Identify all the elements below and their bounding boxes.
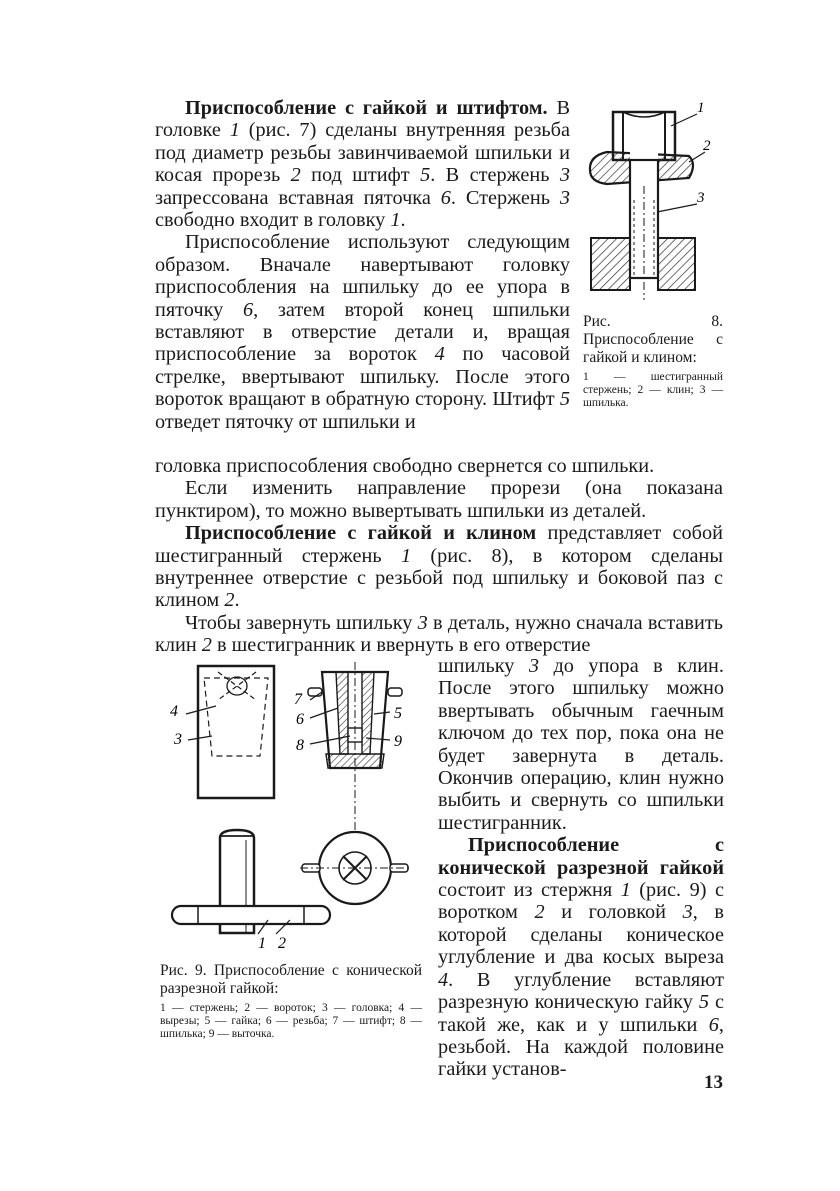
italic-ref: 3 [417, 611, 428, 634]
fig8-label-2: 2 [703, 138, 711, 154]
part-hatch-right [658, 238, 695, 290]
italic-ref: 6 [440, 186, 451, 209]
paragraph-conical-nut: Приспособление с конической разрезной гайкой состоит из стержня 1 (рис. 9) с воротком 2 и головкой 3, в которой сделаны коническое углубление и два косых выреза 4. В углубление вставляют разрезную коническую гайку 5 с такой же, как и у шпильки 6, резьбой. На каждой половине гайки установ- [438, 834, 724, 1081]
figure-9-caption-title: Рис. 9. Приспособление с конической разрезной гайкой: [160, 962, 422, 997]
italic-ref: 1 [229, 119, 240, 142]
fig9-label-6: 6 [296, 711, 304, 728]
italic-ref: 3 [559, 186, 570, 209]
part-hatch-left [591, 238, 630, 290]
text-column-right [438, 655, 724, 1081]
italic-ref: 6 [242, 298, 254, 321]
italic-ref: 3 [682, 901, 693, 924]
figure-8-caption-title: Рис. 8. Приспособление с гайкой и клином: [583, 313, 723, 366]
italic-ref: 3 [559, 164, 570, 187]
fig8-label-3: 3 [697, 190, 705, 206]
paragraph-screw-stud-cont: шпильку 3 до упора в клин. После этого шпильку можно ввертывать обычным гаечным ключом до тех пор, пока она не будет завернута в деталь. Окончив операцию, клин нужно выбить и свернуть со шпильки шестигранник. [438, 655, 724, 834]
italic-ref: 6 [708, 1013, 719, 1036]
paragraph-usage-end: головка приспособления свободно свернется со шпильки. [155, 455, 655, 477]
paragraph-usage: Приспособление используют следующим образом. Вначале навертывают головку приспособления на шпильку до ее упора в пяточку 6, затем второй конец шпильки вставляют в отверстие детали и, вращая приспособление за вороток 4 по часовой стрелке, ввертывают шпильку. После этого вороток вращают в обратную сторону. Штифт 5 отведет пяточку от шпильки и [155, 231, 571, 433]
figure-8-caption [583, 313, 723, 410]
fig9-label-4: 4 [170, 703, 178, 720]
bold-run: Приспособление с гайкой и штифтом. [185, 97, 548, 119]
paragraph-screw-stud: Чтобы завернуть шпильку 3 в деталь, нужно сначала вставить клин 2 в шестигранник и ввернуть в его отверстие [155, 611, 723, 657]
fig9-label-8: 8 [296, 737, 304, 754]
italic-ref: 5 [698, 991, 709, 1014]
paragraph-reverse-slot: Если изменить направление прорези (она показана пунктиром), то можно вывертывать шпильки из деталей. [155, 477, 723, 522]
page-number: 13 [704, 1072, 723, 1093]
handle-shape [172, 906, 330, 924]
bold-run: Приспособление с конической разрезной гайкой [438, 834, 724, 879]
italic-ref: 5 [559, 388, 570, 411]
fig9-label-2: 2 [278, 935, 286, 952]
text-column-top [155, 97, 570, 433]
figure-9-drawing [160, 658, 430, 958]
italic-ref: 2 [224, 589, 235, 612]
italic-ref: 4 [438, 968, 449, 991]
bold-run: Приспособление с гайкой и клином [185, 522, 537, 545]
fig9-label-7: 7 [294, 691, 302, 708]
fig9-label-5: 5 [394, 705, 402, 722]
italic-ref: 2 [201, 634, 212, 657]
italic-ref: 1 [400, 544, 412, 567]
italic-ref: 2 [290, 164, 301, 187]
fig8-label-1: 1 [697, 100, 705, 116]
figure-8-drawing [585, 100, 715, 305]
italic-ref: 2 [534, 901, 545, 924]
figure-9-caption [160, 962, 422, 1041]
fig9-label-3: 3 [174, 731, 182, 748]
figure-9-caption-legend: 1 — стержень; 2 — вороток; 3 — головка; 4 — вырезы; 5 — гайка; 6 — резьба; 7 — штифт; 8 — шпилька; 9 — выточка. [160, 1002, 422, 1040]
figure-8-caption-legend: 1 — шестигранный стержень; 2 — клин; 3 — шпилька. [583, 371, 723, 409]
italic-ref: 4 [434, 343, 445, 366]
fig9-label-1: 1 [258, 935, 266, 952]
paragraph-nut-and-pin: Приспособление с гайкой и штифтом. В головке 1 (рис. 7) сделаны внутренняя резьба под диаметр резьбы завинчиваемой шпильки и косая прорезь 2 под штифт 5. В стержень 3 запрессована вставная пяточка 6. Стержень 3 свободно входит в головку 1. [155, 97, 570, 232]
italic-ref: 1 [390, 209, 401, 232]
fig9-label-9: 9 [394, 733, 402, 750]
italic-ref: 5 [420, 164, 431, 187]
italic-ref: 3 [528, 655, 540, 677]
text-column-full [155, 455, 723, 657]
italic-ref: 1 [620, 879, 631, 902]
paragraph-nut-and-wedge: Приспособление с гайкой и клином представляет собой шестигранный стержень 1 (рис. 8), в котором сделаны внутреннее отверстие с резьбой под шпильку и боковой паз с клином 2. [155, 522, 723, 612]
